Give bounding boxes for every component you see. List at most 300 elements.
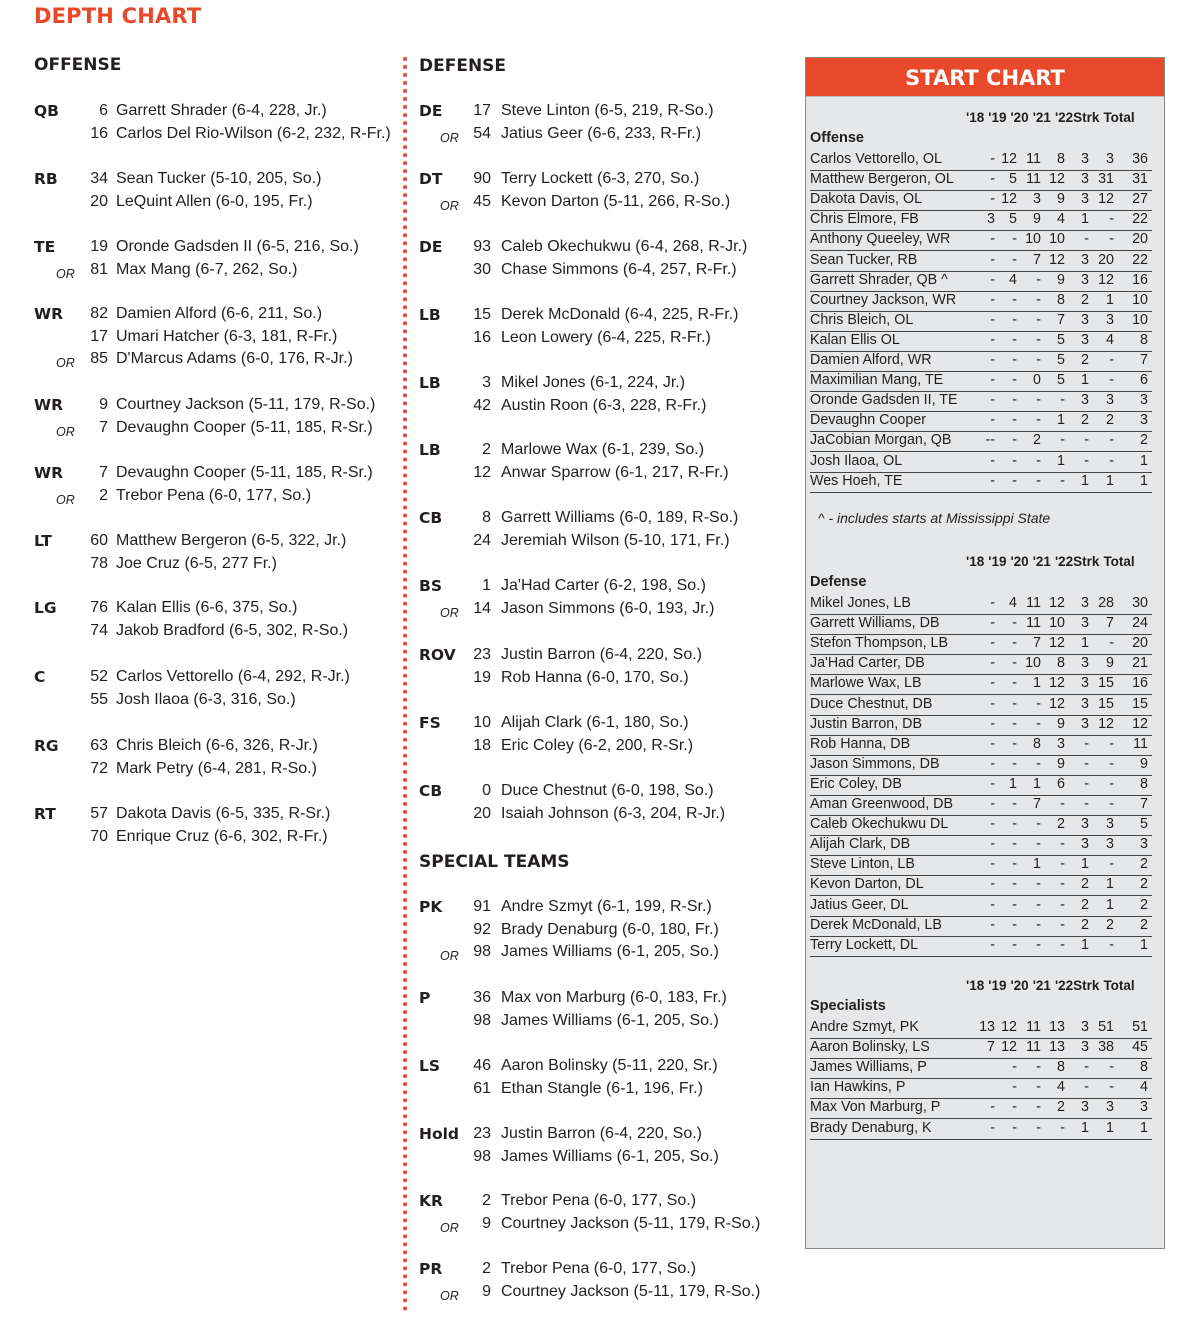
position-label: WR [34, 305, 64, 323]
start-count: 15 [1098, 675, 1114, 692]
column-label: '19 [988, 978, 1007, 993]
player-name: Derek McDonald (6-4, 225, R-Fr.) [501, 306, 739, 323]
player-name: Jeremiah Wilson (5-10, 171, Fr.) [501, 531, 730, 549]
jersey-number: 57 [90, 805, 108, 822]
start-count: - [1012, 615, 1017, 632]
jersey-number: 91 [473, 898, 491, 915]
start-count: 1 [1140, 472, 1148, 489]
start-chart-row [810, 1119, 1152, 1140]
jersey-number: 9 [99, 396, 108, 413]
start-count: 12 [1132, 715, 1148, 732]
player-name: Jason Simmons (6-0, 193, Jr.) [501, 599, 715, 617]
start-count: - [1012, 472, 1017, 489]
start-count: - [990, 392, 995, 409]
start-count: 2 [1140, 916, 1148, 933]
position-label: PK [419, 898, 443, 916]
jersey-number: 23 [473, 1125, 491, 1142]
start-count: 8 [1057, 1059, 1065, 1076]
start-chart-row [810, 614, 1152, 635]
player-name: Max Von Marburg, P [810, 1099, 941, 1116]
start-count: 2 [1081, 876, 1089, 893]
start-count: 15 [1132, 695, 1148, 712]
jersey-number: 46 [473, 1057, 491, 1074]
start-count: 6 [1140, 372, 1148, 389]
player-name: Kevon Darton (5-11, 266, R-So.) [501, 192, 731, 210]
player-name: Justin Barron (6-4, 220, So.) [501, 1125, 702, 1142]
position-label: KR [419, 1192, 443, 1210]
start-count: 2 [1140, 896, 1148, 913]
start-count: - [1012, 876, 1017, 893]
player-name: Jatius Geer, DL [810, 896, 909, 913]
player-name: James Williams, P [810, 1059, 927, 1076]
start-count: 10 [1132, 291, 1148, 308]
player-name: Steve Linton, LB [810, 856, 915, 873]
start-count: - [1036, 1119, 1041, 1136]
start-count: - [1012, 816, 1017, 833]
start-count: 3 [1106, 816, 1114, 833]
start-count: 16 [1132, 675, 1148, 692]
jersey-number: 52 [90, 668, 108, 685]
start-count: - [1012, 735, 1017, 752]
start-count: 1 [1106, 876, 1114, 893]
jersey-number: 30 [473, 260, 491, 278]
start-count: - [1036, 271, 1041, 288]
start-count: 1 [1140, 452, 1148, 469]
start-count: 12 [1098, 191, 1114, 208]
player-name: Max Mang (6-7, 262, So.) [116, 260, 298, 278]
start-chart-section-label: Offense [810, 130, 864, 146]
start-count: - [1109, 775, 1114, 792]
start-count: 4 [1057, 1079, 1065, 1096]
player-name: Trebor Pena (6-0, 177, So.) [501, 1192, 697, 1209]
start-count: - [1109, 635, 1114, 652]
column-label: '21 [1032, 978, 1051, 993]
start-count: 10 [1025, 231, 1041, 248]
player-name: James Williams (6-1, 205, So.) [501, 943, 719, 960]
start-count: - [990, 251, 995, 268]
start-count: 3 [1081, 1099, 1089, 1116]
start-count: - [1012, 1059, 1017, 1076]
player-name: Aman Greenwood, DB [810, 796, 954, 812]
player-name: Kevon Darton, DL [810, 876, 924, 893]
start-count: - [990, 291, 995, 308]
start-count: 3 [1081, 675, 1089, 692]
start-count: 3 [1033, 191, 1041, 208]
jersey-number: 14 [473, 599, 491, 617]
start-count: - [990, 635, 995, 652]
start-chart-row [810, 1018, 1152, 1039]
player-name: JaCobian Morgan, QB [810, 432, 952, 449]
player-name: Terry Lockett (6-3, 270, So.) [501, 170, 700, 187]
start-count: - [1084, 452, 1089, 469]
player-name: Oronde Gadsden II, TE [810, 392, 958, 409]
player-name: Alijah Clark (6-1, 180, So.) [501, 714, 689, 731]
jersey-number: 24 [473, 531, 491, 549]
start-count: - [1109, 1059, 1114, 1076]
start-chart-row [810, 855, 1152, 876]
start-count: - [1012, 796, 1017, 812]
jersey-number: 61 [473, 1079, 491, 1097]
start-count: - [1036, 452, 1041, 469]
start-count: 8 [1140, 775, 1148, 792]
start-count: 4 [1057, 211, 1065, 228]
start-count: 3 [1106, 836, 1114, 853]
start-count: 11 [1026, 151, 1041, 167]
start-chart-column-header [966, 978, 1135, 993]
start-count: - [1084, 796, 1089, 812]
start-count: 5 [1057, 331, 1065, 348]
jersey-number: 7 [99, 418, 108, 436]
player-name: D'Marcus Adams (6-0, 176, R-Jr.) [116, 350, 353, 367]
start-count: - [1012, 896, 1017, 913]
position-label: DT [419, 170, 443, 188]
player-name: Chris Bleich, OL [810, 311, 914, 328]
start-count: 2 [1106, 412, 1114, 429]
special-teams-heading: SPECIAL TEAMS [419, 852, 570, 872]
start-count: 5 [1009, 171, 1017, 188]
position-label: LB [419, 306, 441, 324]
start-count: 2 [1140, 432, 1148, 449]
player-name: Justin Barron (6-4, 220, So.) [501, 646, 702, 663]
start-count: 12 [1098, 271, 1114, 288]
start-count: - [990, 331, 995, 348]
jersey-number: 60 [90, 532, 108, 549]
player-name: Aaron Bolinsky (5-11, 220, Sr.) [501, 1057, 718, 1074]
start-count: 3 [1140, 836, 1148, 853]
start-count: - [990, 615, 995, 632]
defense-heading: DEFENSE [419, 56, 507, 76]
start-count: 10 [1049, 231, 1065, 248]
jersey-number: 3 [482, 374, 491, 391]
start-count: 7 [1140, 796, 1148, 812]
start-count: 1 [1081, 936, 1089, 953]
player-name: James Williams (6-1, 205, So.) [501, 1011, 719, 1029]
start-chart-column-header [966, 110, 1135, 125]
start-count: - [1012, 251, 1017, 268]
start-count: 3 [1081, 392, 1089, 409]
start-count: 1 [1081, 372, 1089, 389]
start-count: - [990, 372, 995, 389]
start-count: - [1012, 836, 1017, 853]
start-count: 2 [1106, 916, 1114, 933]
position-label: LS [419, 1057, 441, 1075]
jersey-number: 76 [90, 599, 108, 616]
start-count: 1 [1009, 775, 1017, 792]
position-label: LB [419, 374, 441, 392]
column-label: Strk [1073, 554, 1100, 569]
start-count: 3 [1081, 331, 1089, 348]
jersey-number: 0 [482, 782, 491, 799]
player-name: Jason Simmons, DB [810, 755, 940, 772]
start-count: 16 [1132, 271, 1148, 288]
position-label: ROV [419, 646, 456, 664]
player-name: Devaughn Cooper [810, 412, 927, 429]
start-count: 11 [1026, 595, 1041, 611]
start-chart-row [810, 291, 1152, 312]
start-count: - [1060, 472, 1065, 489]
start-chart-row [810, 351, 1152, 372]
start-count: 1 [1033, 675, 1041, 692]
start-count: - [1109, 755, 1114, 772]
start-count: 2 [1033, 432, 1041, 449]
start-count: - [1060, 876, 1065, 893]
start-chart-panel [805, 57, 1165, 1249]
start-count: 5 [1009, 211, 1017, 228]
jersey-number: 85 [90, 350, 108, 367]
column-label: '18 [966, 110, 985, 125]
player-name: Derek McDonald, LB [810, 916, 942, 933]
player-name: Steve Linton (6-5, 219, R-So.) [501, 102, 714, 119]
start-count: - [990, 452, 995, 469]
start-count: 3 [1081, 595, 1089, 611]
start-count: 9 [1057, 271, 1065, 288]
start-chart-row [810, 1078, 1152, 1099]
position-label: LG [34, 599, 57, 617]
start-count: 20 [1098, 251, 1114, 268]
start-count: - [1060, 936, 1065, 953]
start-count: 4 [1140, 1079, 1148, 1096]
player-name: Courtney Jackson, WR [810, 291, 957, 308]
jersey-number: 54 [473, 124, 491, 142]
player-name: Eric Coley, DB [810, 775, 902, 792]
start-chart-row [810, 331, 1152, 352]
player-name: Courtney Jackson (5-11, 179, R-So.) [501, 1214, 761, 1232]
position-label: TE [34, 238, 56, 256]
start-count: - [990, 695, 995, 712]
start-count: 3 [1057, 735, 1065, 752]
player-name: Garrett Shrader, QB ^ [810, 271, 948, 288]
start-chart-row [810, 835, 1152, 856]
position-label: PR [419, 1260, 443, 1278]
position-label: RB [34, 170, 58, 188]
column-label: '20 [1010, 978, 1029, 993]
start-count: - [1012, 331, 1017, 348]
player-name: Courtney Jackson (5-11, 179, R-So.) [116, 396, 376, 413]
player-name: Chris Elmore, FB [810, 211, 919, 228]
start-chart-row [810, 755, 1152, 776]
player-name: Isaiah Johnson (6-3, 204, R-Jr.) [501, 804, 726, 822]
jersey-number: 2 [482, 441, 491, 458]
start-count: - [1060, 432, 1065, 449]
player-name: Rob Hanna, DB [810, 735, 911, 752]
player-name: Wes Hoeh, TE [810, 472, 903, 489]
position-label: DE [419, 102, 443, 120]
start-chart-row [810, 170, 1152, 191]
start-count: 3 [1140, 412, 1148, 429]
start-count: 11 [1026, 1039, 1041, 1056]
start-count: - [1060, 1119, 1065, 1136]
position-label: LT [34, 532, 52, 550]
start-count: - [1036, 1099, 1041, 1116]
player-name: Kalan Ellis OL [810, 331, 900, 348]
start-count: 1 [1033, 856, 1041, 873]
start-count: 0 [1033, 372, 1041, 389]
start-count: 9 [1057, 715, 1065, 732]
or-label: OR [56, 492, 75, 507]
start-count: 2 [1081, 896, 1089, 913]
position-label: FS [419, 714, 441, 732]
player-name: Sean Tucker, RB [810, 251, 918, 268]
start-count: 9 [1140, 755, 1148, 772]
start-count: 10 [1025, 655, 1041, 672]
start-chart-row [810, 795, 1152, 816]
player-name: Leon Lowery (6-4, 225, R-Fr.) [501, 328, 711, 346]
player-name: Ethan Stangle (6-1, 196, Fr.) [501, 1079, 703, 1097]
position-label: Hold [419, 1125, 460, 1143]
start-count: - [1084, 432, 1089, 449]
column-label: '18 [966, 554, 985, 569]
player-name: Joe Cruz (6-5, 277 Fr.) [116, 554, 277, 572]
player-name: Garrett Shrader (6-4, 228, Jr.) [116, 102, 327, 119]
start-count: 2 [1081, 412, 1089, 429]
player-name: Terry Lockett, DL [810, 936, 919, 953]
start-count: - [1012, 675, 1017, 692]
start-count: 2 [1140, 876, 1148, 893]
or-label: OR [440, 198, 459, 213]
jersey-number: 55 [90, 690, 108, 708]
column-label: '22 [1054, 110, 1074, 125]
start-count: - [1109, 231, 1114, 248]
jersey-number: 19 [90, 238, 108, 255]
jersey-number: 90 [473, 170, 491, 187]
or-label: OR [56, 356, 75, 370]
start-chart-section-label: Specialists [810, 998, 886, 1014]
player-name: Devaughn Cooper (5-11, 185, R-Sr.) [116, 464, 373, 481]
player-name: Matthew Bergeron (6-5, 322, Jr.) [116, 532, 347, 549]
start-count: 11 [1026, 171, 1041, 188]
jersey-number: 2 [99, 486, 108, 504]
start-count: 5 [1140, 816, 1148, 833]
start-count: 4 [1009, 271, 1017, 288]
start-chart-row [810, 936, 1152, 957]
start-count: 38 [1098, 1039, 1114, 1056]
start-count: 1 [1106, 472, 1114, 489]
player-name: LeQuint Allen (6-0, 195, Fr.) [116, 192, 313, 210]
start-count: 1 [1140, 936, 1148, 953]
player-name: Matthew Bergeron, OL [810, 171, 954, 188]
start-count: - [1109, 1079, 1114, 1096]
start-count: - [1109, 432, 1114, 449]
player-name: Dakota Davis, OL [810, 191, 923, 208]
start-count: - [1012, 1099, 1017, 1116]
start-count: - [990, 655, 995, 672]
column-label: '19 [988, 554, 1007, 569]
player-name: Enrique Cruz (6-6, 302, R-Fr.) [116, 827, 328, 845]
start-count: 45 [1132, 1039, 1148, 1056]
start-count: - [1036, 311, 1041, 328]
start-count: 22 [1132, 211, 1148, 228]
start-count: - [1060, 836, 1065, 853]
start-count: 1 [1081, 1119, 1089, 1136]
or-label: OR [56, 424, 75, 439]
jersey-number: 82 [90, 305, 108, 322]
jersey-number: 17 [90, 327, 108, 345]
start-count: 3 [1106, 392, 1114, 409]
start-count: - [1084, 1059, 1089, 1076]
or-label: OR [440, 1220, 459, 1235]
player-name: Max von Marburg (6-0, 183, Fr.) [501, 989, 727, 1006]
player-name: Josh Ilaoa, OL [810, 452, 903, 469]
player-name: Courtney Jackson (5-11, 179, R-So.) [501, 1282, 761, 1300]
player-name: Umari Hatcher (6-3, 181, R-Fr.) [116, 327, 338, 345]
start-count: - [1012, 1119, 1017, 1136]
start-count: 1 [1081, 635, 1089, 652]
start-count: 3 [1081, 695, 1089, 712]
start-count: - [1012, 655, 1017, 672]
player-name: Eric Coley (6-2, 200, R-Sr.) [501, 736, 694, 754]
start-count: 1 [1140, 1119, 1148, 1136]
player-name: Mikel Jones (6-1, 224, Jr.) [501, 374, 686, 391]
start-count: 10 [1049, 615, 1065, 632]
start-count: - [1036, 352, 1041, 368]
start-count: - [1012, 412, 1017, 429]
start-count: 7 [1033, 251, 1041, 268]
player-name: Marlowe Wax, LB [810, 675, 922, 692]
start-count: 7 [1033, 796, 1041, 812]
start-count: - [1036, 472, 1041, 489]
start-count: - [1036, 695, 1041, 712]
start-count: - [1109, 856, 1114, 873]
player-name: Andre Szmyt, PK [810, 1019, 919, 1035]
player-name: Maximilian Mang, TE [810, 372, 944, 389]
start-count: - [1109, 452, 1114, 469]
player-name: Anwar Sparrow (6-1, 217, R-Fr.) [501, 463, 729, 481]
or-label: OR [440, 1288, 459, 1303]
start-count: 3 [1081, 615, 1089, 632]
start-chart-row [810, 775, 1152, 796]
position-label: DE [419, 238, 443, 256]
start-count: - [1036, 1079, 1041, 1096]
offense-heading: OFFENSE [34, 55, 122, 75]
column-label: Total [1103, 554, 1135, 569]
column-label: '19 [988, 110, 1007, 125]
start-count: 8 [1140, 1059, 1148, 1076]
start-chart-row [810, 371, 1152, 392]
player-name: Damien Alford, WR [810, 352, 932, 368]
jersey-number: 20 [473, 804, 491, 822]
player-name: Caleb Okechukwu (6-4, 268, R-Jr.) [501, 238, 748, 255]
start-count: 7 [1033, 635, 1041, 652]
start-count: 3 [1106, 151, 1114, 167]
player-name: Mikel Jones, LB [810, 595, 911, 611]
start-chart-row [810, 472, 1152, 493]
start-count: 51 [1132, 1019, 1148, 1035]
start-count: 3 [1081, 655, 1089, 672]
player-name: Ja'Had Carter (6-2, 198, So.) [501, 577, 706, 594]
start-count: - [990, 1119, 995, 1136]
start-count: - [990, 816, 995, 833]
jersey-number: 42 [473, 396, 491, 414]
start-chart-row [810, 271, 1152, 292]
column-divider [403, 57, 407, 1312]
start-count: 20 [1132, 231, 1148, 248]
start-count: 3 [987, 211, 995, 228]
jersey-number: 20 [90, 192, 108, 210]
start-chart-row [810, 251, 1152, 272]
start-count: 1 [1057, 412, 1065, 429]
jersey-number: 63 [90, 737, 108, 754]
start-count: 10 [1132, 311, 1148, 328]
start-count: 12 [1001, 1039, 1017, 1056]
start-count: - [1036, 936, 1041, 953]
start-count: 2 [1057, 816, 1065, 833]
start-count: 15 [1098, 695, 1114, 712]
start-count: 20 [1132, 635, 1148, 652]
start-count: 9 [1057, 755, 1065, 772]
start-count: 5 [1057, 372, 1065, 389]
start-count: 12 [1049, 675, 1065, 692]
start-count: - [1012, 936, 1017, 953]
